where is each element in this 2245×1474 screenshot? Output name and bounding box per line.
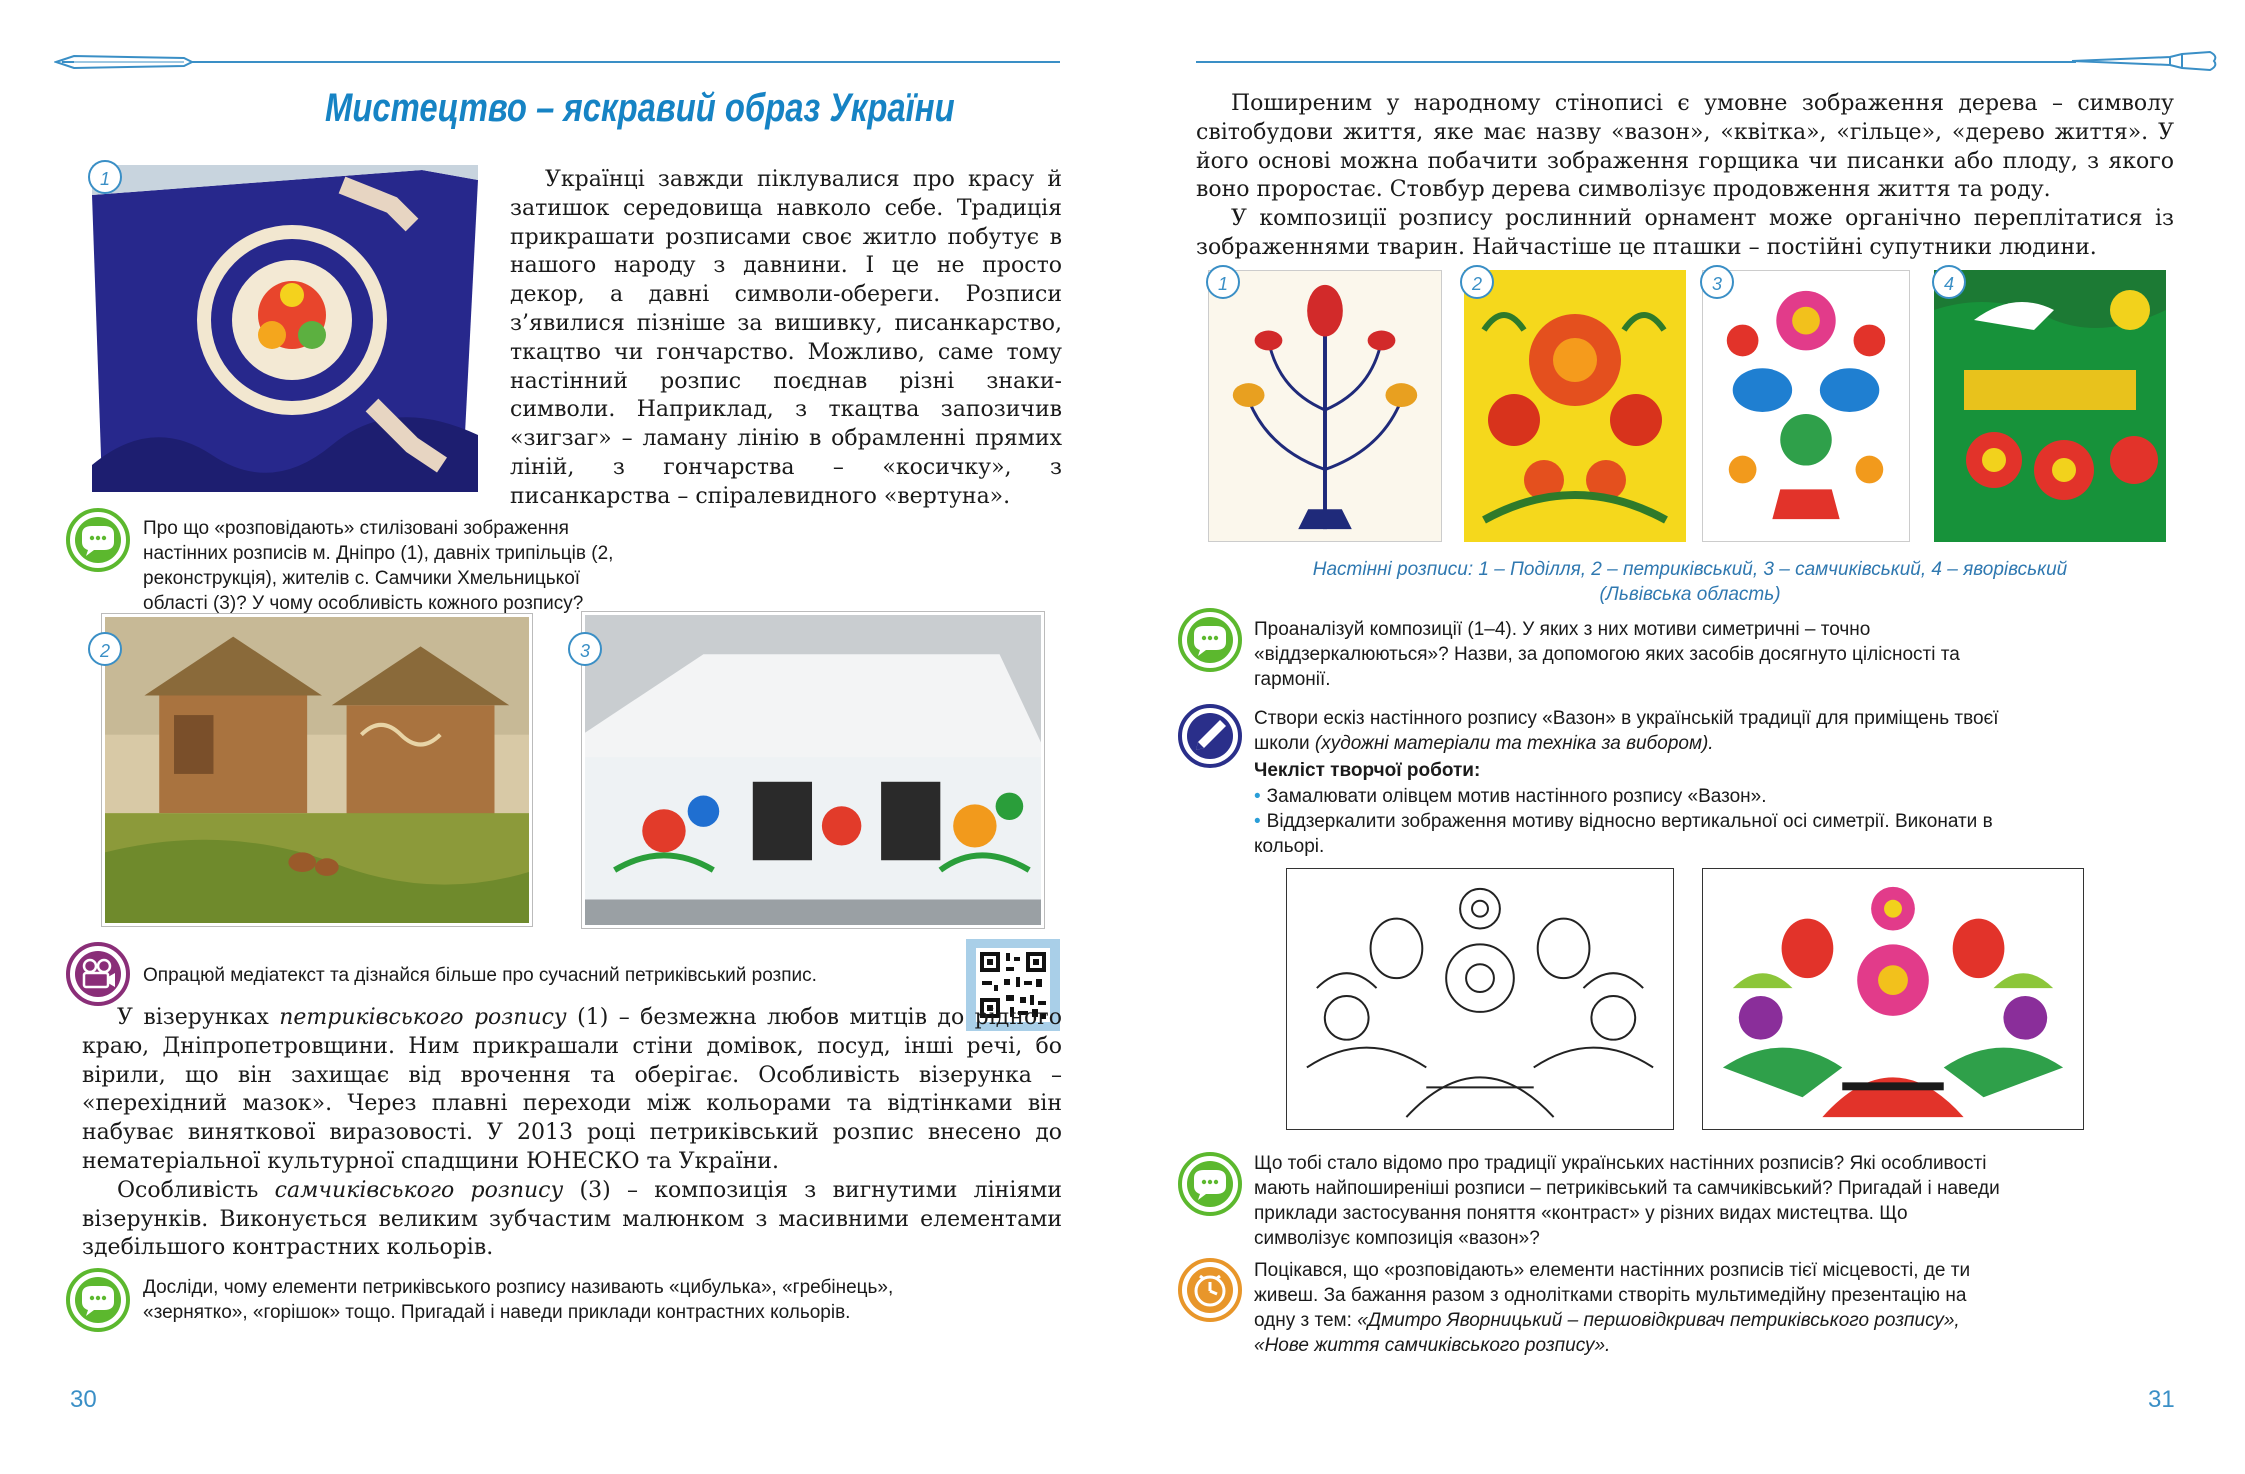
- top-rule-left: [190, 61, 1060, 63]
- image-badge-2: 2: [88, 632, 122, 666]
- image-samchyky-mural: [1702, 270, 1910, 542]
- image-trypillia-houses: [102, 614, 532, 926]
- mural-badge-2: 2: [1460, 265, 1494, 299]
- petrykivka-paragraph: У візерунках петриківського розпису (1) – безмежна любов митців до рідного краю, Дніпропетровщини. Ним прикрашали стіни домівок, посуд, інші речі, бо вірили, що він захищає від врочення та оберігає. Особливість візерунка – «перехідний мазок». Через плавні переходи між кольорами та відтінками він набуває виняткової виразовості. У 2013 році петриківський розпис внесено до нематеріальної культурної спадщини ЮНЕСКО та України. Особливість самчиківського розпису (3) – композиція з вигнутими лініями візерунків. Виконується великим зубчастим малюнком з масивними елементами здебільшого контрастних кольорів.: [82, 1005, 1063, 1261]
- checklist-item: • Віддзеркалити зображення мотиву відносно вертикальної осі симетрії. Виконати в кольорі.: [1254, 809, 2000, 859]
- discussion-icon: [66, 1268, 130, 1332]
- image-samchyky-house: [582, 612, 1044, 928]
- clock-icon: [1178, 1258, 1242, 1322]
- image-dnipro-mural: [92, 165, 478, 492]
- image-vazon-sketch: [1286, 868, 1674, 1130]
- mural-badge-4: 4: [1932, 265, 1966, 299]
- media-task: Опрацюй медіатекст та дізнайся більше про сучасний петриківський розпис.: [143, 965, 817, 986]
- checklist: [1254, 784, 2000, 859]
- image-badge-3: 3: [568, 632, 602, 666]
- checklist-item: • Замалювати олівцем мотив настінного розпису «Вазон».: [1254, 784, 2000, 809]
- question-summary: Що тобі стало відомо про традиції українських настінних розписів? Які особливості мають найпоширеніші розписи – петриківський та самчиківський? Пригадай і наведи приклади застосування поняття «контраст» у різних видах мистецтва. Що символізує композиція «вазон»?: [1254, 1153, 2000, 1249]
- brush-decoration-icon: [2070, 48, 2220, 74]
- checklist-title: Чекліст творчої роботи:: [1254, 760, 1481, 781]
- create-task: Створи ескіз настінного розпису «Вазон» в українській традиції для приміщень твоєї школи (художні матеріали та техніка за вибором).: [1254, 708, 1999, 754]
- top-rule-right: [1196, 61, 2076, 63]
- murals-caption: Настінні розписи: 1 – Поділля, 2 – петриківський, 3 – самчиківський, 4 – яворівський (Львівська область): [1312, 559, 2068, 605]
- mural-badge-1: 1: [1206, 265, 1240, 299]
- discussion-icon: [1178, 1152, 1242, 1216]
- question-1: Про що «розповідають» стилізовані зображення настінних розписів м. Дніпро (1), давніх трипільців (2, реконструкція), жителів с. Самчики Хмельницької області (3)? У чому особливість кожного розпису?: [143, 518, 614, 614]
- video-icon: [66, 942, 130, 1006]
- question-analyze: Проаналізуй композиції (1–4). У яких з них мотиви симетричні – точно «віддзеркалюються»? Назви, за допомогою яких засобів досягнуто цілісності та гармонії.: [1254, 619, 1960, 690]
- question-2: Досліди, чому елементи петриківського розпису називають «цибулька», «гребінець», «зернятко», «горішок» тощо. Пригадай і наведи приклади контрастних кольорів.: [143, 1277, 894, 1323]
- discussion-icon: [66, 508, 130, 572]
- intro-text: Українці завжди піклувалися про красу й затишок середовища навколо себе. Традиція прикрашати розписами своє житло побутує в нашого народу з давнини. І це не просто декор, а давні символи-обереги. Розписи з’явилися пізніше за вишивку, писанкарство, ткацтво чи гончарство. Можливо, саме тому настінний розпис поєднав різні знаки-символи. Наприклад, з ткацтва запозичив «зигзаг» – ламану лінію в обрамленні прямих ліній, з гончарства – «косичку», з писанкарства – спіралевидного «вертуна».: [510, 167, 1062, 509]
- page-title: Мистецтво – яскравий образ України: [325, 86, 955, 130]
- pen-decoration-icon: [54, 52, 194, 72]
- image-yavoriv-mural: [1934, 270, 2166, 542]
- page-number-left: 30: [70, 1386, 97, 1413]
- pencil-icon: [1178, 704, 1242, 768]
- page-number-right: 31: [2148, 1386, 2175, 1413]
- right-intro-text: Поширеним у народному стінописі є умовне зображення дерева – символу світобудови життя, яке має назву «вазон», «квітка», «гільце», «дерево життя». У його основі можна побачити зображення горщика чи писанки або плоду, з якого воно проростає. Стовбур дерева символізує продовження життя та роду. У композиції розпису рослинний орнамент може органічно переплітатися із зображеннями тварин. Найчастіше це пташки – постійні супутники людини.: [1196, 91, 2174, 260]
- image-vazon-colored: [1702, 868, 2084, 1130]
- image-petrykivka-mural: [1464, 270, 1686, 542]
- image-podillia-mural: [1208, 270, 1442, 542]
- research-task: Поцікався, що «розповідають» елементи настінних розписів тієї місцевості, де ти живеш. За бажання разом з однолітками створіть мультимедійну презентацію на одну з тем: «Дмитро Яворницький – першовідкривач петриківського розпису», «Нове життя самчиківського розпису».: [1254, 1260, 1971, 1356]
- mural-badge-3: 3: [1700, 265, 1734, 299]
- image-badge-1: 1: [88, 160, 122, 194]
- discussion-icon: [1178, 608, 1242, 672]
